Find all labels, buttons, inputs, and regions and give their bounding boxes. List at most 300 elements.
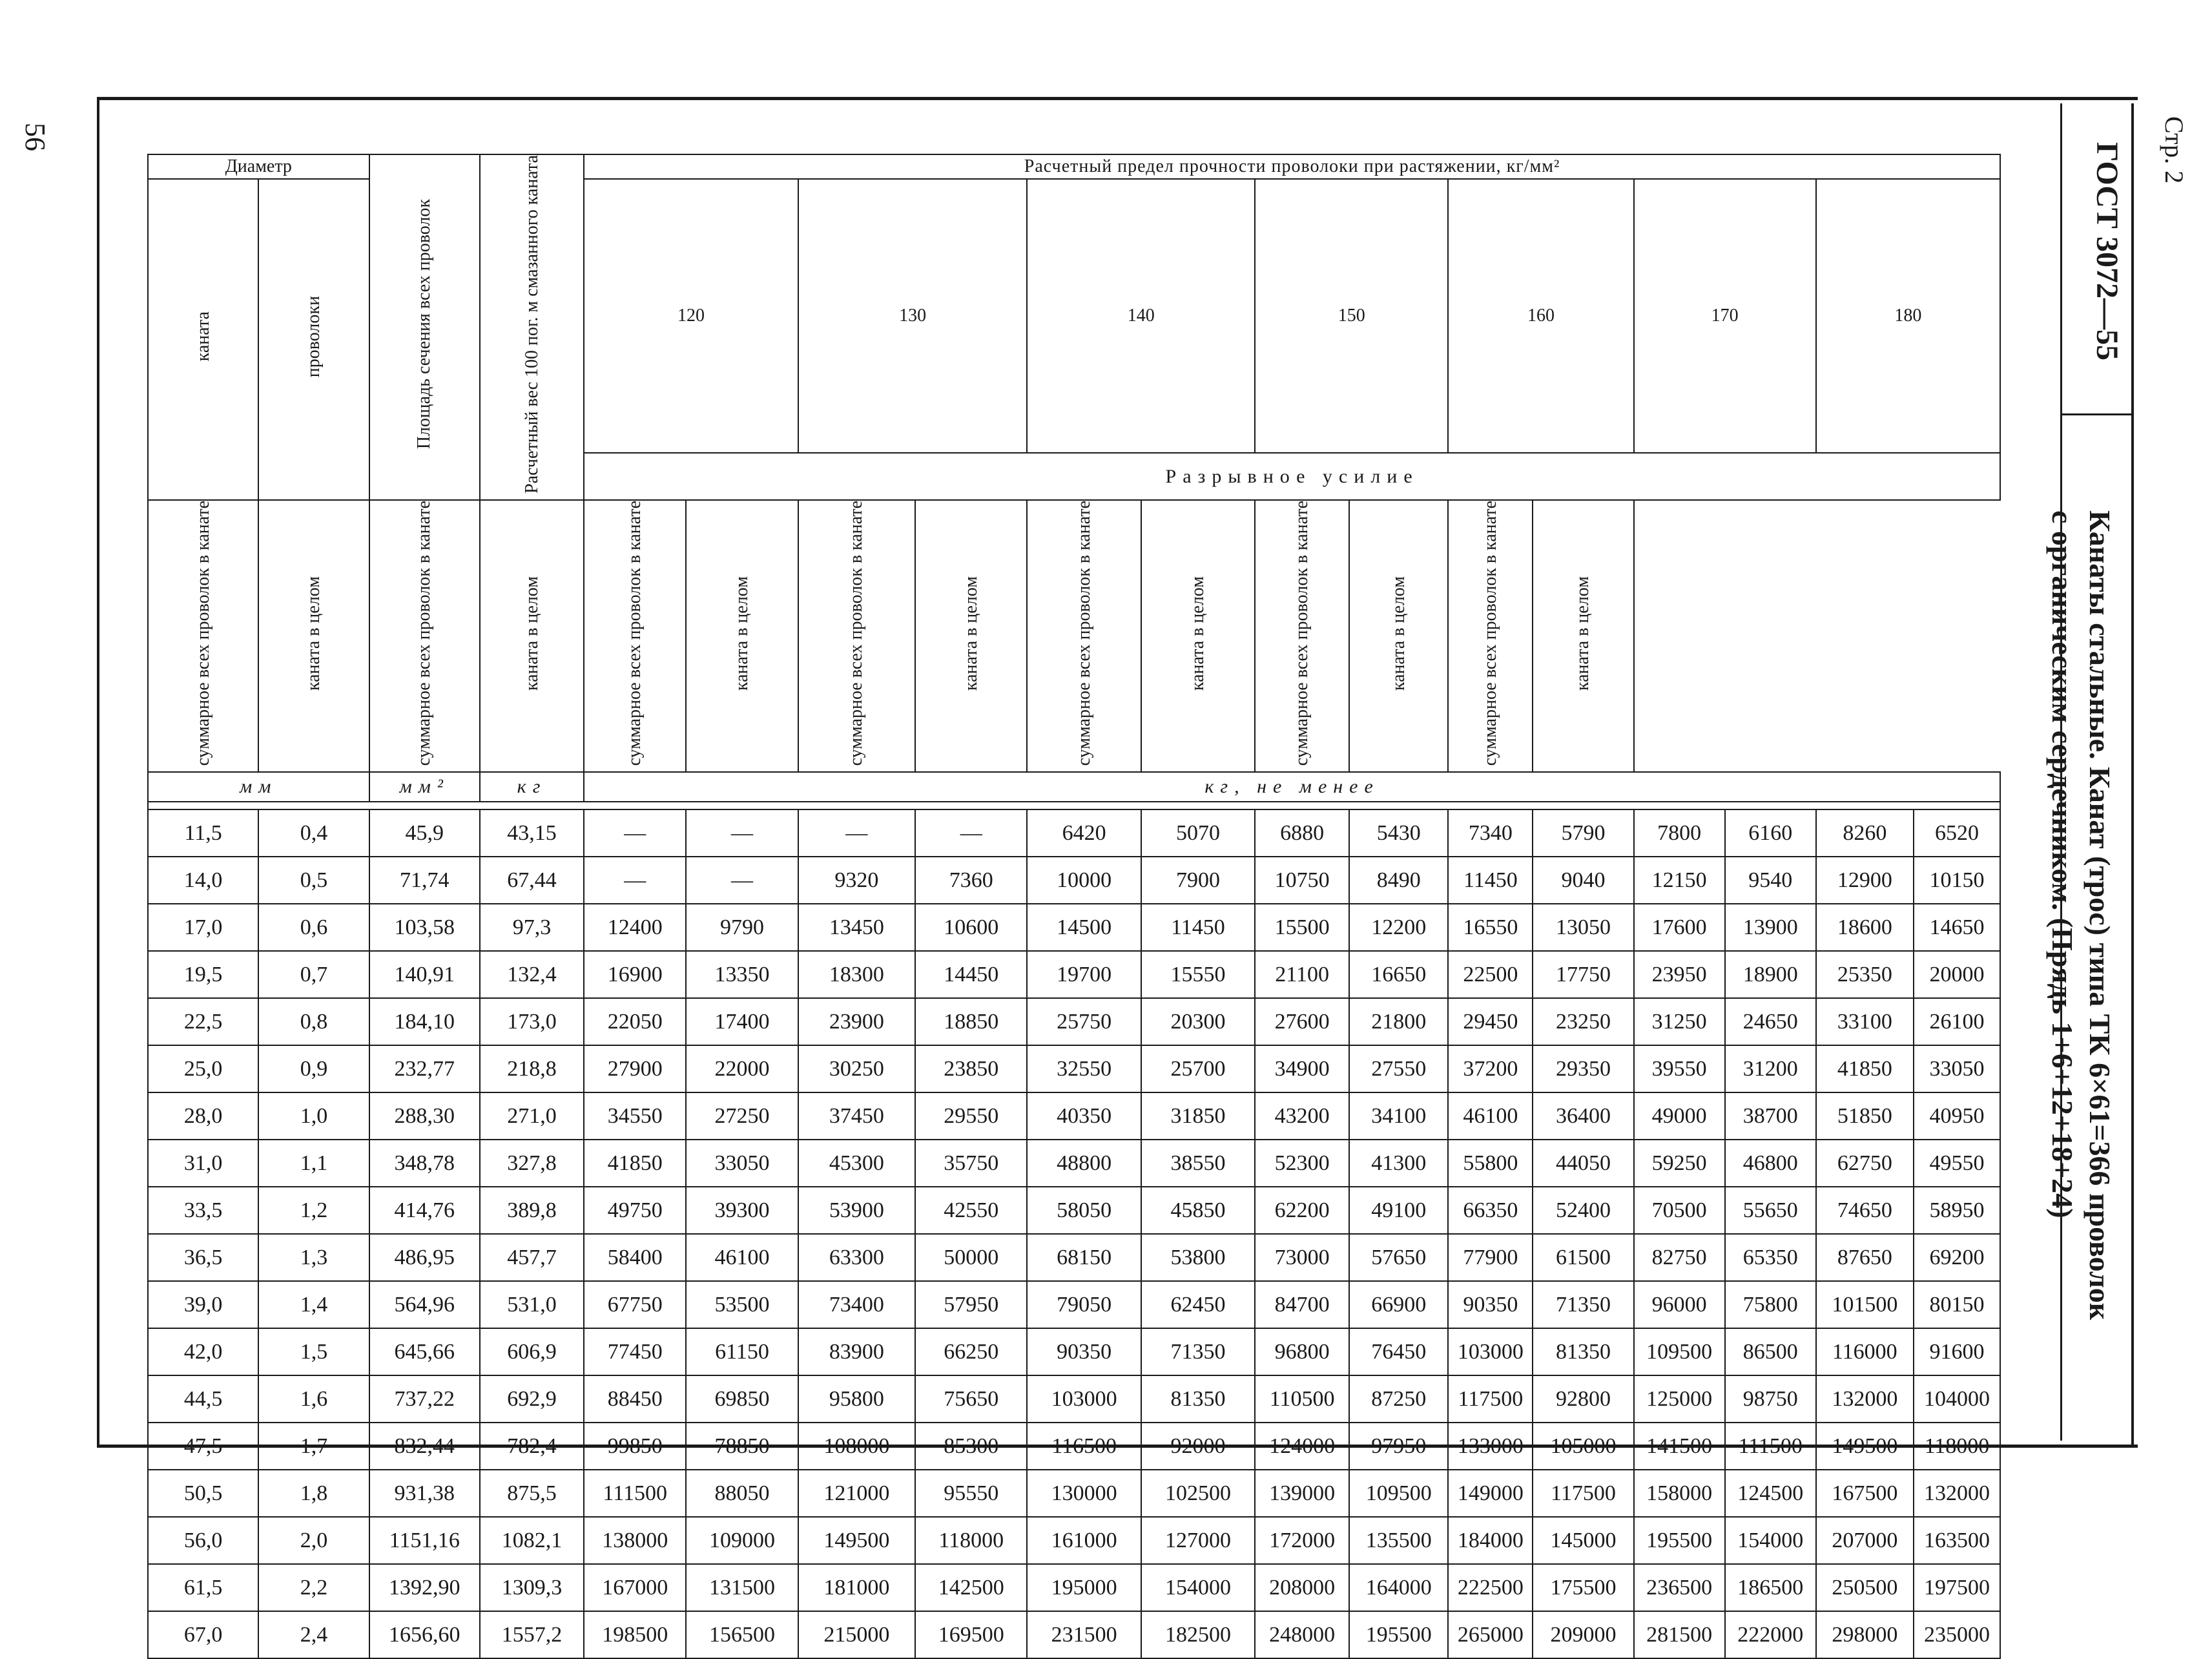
table-cell: 127000 bbox=[1141, 1517, 1255, 1564]
table-cell: 61,5 bbox=[148, 1564, 258, 1611]
table-cell: 175500 bbox=[1533, 1564, 1633, 1611]
table-cell: 124500 bbox=[1725, 1470, 1816, 1517]
header-sum-wires-text: суммарное всех проволок в канате bbox=[625, 500, 645, 766]
table-cell: 931,38 bbox=[369, 1470, 480, 1517]
table-cell: 23950 bbox=[1634, 951, 1725, 998]
table-cell: 18850 bbox=[915, 998, 1027, 1045]
table-cell: 16550 bbox=[1448, 904, 1533, 951]
table-cell: 66250 bbox=[915, 1328, 1027, 1375]
header-sum-wires bbox=[1448, 500, 1533, 772]
table-cell: 195000 bbox=[1027, 1564, 1141, 1611]
table-cell: 17600 bbox=[1634, 904, 1725, 951]
header-breaking-force: Разрывное усилие bbox=[584, 453, 2000, 500]
table-cell: 41850 bbox=[1816, 1045, 1914, 1092]
table-cell: 11450 bbox=[1141, 904, 1255, 951]
header-rope-whole-text: каната в целом bbox=[1187, 576, 1208, 691]
table-cell: 101500 bbox=[1816, 1281, 1914, 1328]
table-cell: 692,9 bbox=[480, 1375, 584, 1423]
header-rope-whole bbox=[686, 500, 798, 772]
table-cell: 167000 bbox=[584, 1564, 686, 1611]
table-cell: 14450 bbox=[915, 951, 1027, 998]
table-cell: 9790 bbox=[686, 904, 798, 951]
table-cell: 181000 bbox=[798, 1564, 915, 1611]
table-cell: — bbox=[798, 809, 915, 857]
table-cell: 45850 bbox=[1141, 1187, 1255, 1234]
table-cell: 71350 bbox=[1533, 1281, 1633, 1328]
table-cell: 75800 bbox=[1725, 1281, 1816, 1328]
table-cell: 0,8 bbox=[258, 998, 369, 1045]
table-cell: 90350 bbox=[1448, 1281, 1533, 1328]
table-cell: 142500 bbox=[915, 1564, 1027, 1611]
table-cell: 167500 bbox=[1816, 1470, 1914, 1517]
table-cell: 37450 bbox=[798, 1092, 915, 1140]
header-strength-value: 150 bbox=[1255, 179, 1448, 453]
header-sum-wires bbox=[798, 500, 915, 772]
table-cell: 782,4 bbox=[480, 1423, 584, 1470]
table-row bbox=[148, 809, 2000, 857]
table-cell: 38550 bbox=[1141, 1140, 1255, 1187]
table-cell: 121000 bbox=[798, 1470, 915, 1517]
table-cell: 41850 bbox=[584, 1140, 686, 1187]
table-cell: 49550 bbox=[1914, 1140, 2000, 1187]
table-cell: 103000 bbox=[1448, 1328, 1533, 1375]
table-cell: 832,44 bbox=[369, 1423, 480, 1470]
table-cell: 55800 bbox=[1448, 1140, 1533, 1187]
table-cell: 57650 bbox=[1349, 1234, 1448, 1281]
table-cell: 103000 bbox=[1027, 1375, 1141, 1423]
table-cell: 737,22 bbox=[369, 1375, 480, 1423]
page-number: 56 bbox=[19, 123, 51, 151]
table-cell: 96800 bbox=[1255, 1328, 1349, 1375]
frame-top-rule bbox=[97, 97, 2138, 100]
table-cell: 31200 bbox=[1725, 1045, 1816, 1092]
table-cell: 8260 bbox=[1816, 809, 1914, 857]
table-cell: 231500 bbox=[1027, 1611, 1141, 1658]
table-cell: 16650 bbox=[1349, 951, 1448, 998]
table-cell: 11450 bbox=[1448, 857, 1533, 904]
table-cell: 39,0 bbox=[148, 1281, 258, 1328]
table-cell: 95550 bbox=[915, 1470, 1027, 1517]
table-row bbox=[148, 904, 2000, 951]
table-cell: 25750 bbox=[1027, 998, 1141, 1045]
table-cell: 2,4 bbox=[258, 1611, 369, 1658]
table-cell: 77450 bbox=[584, 1328, 686, 1375]
table-cell: 124000 bbox=[1255, 1423, 1349, 1470]
table-cell: 55650 bbox=[1725, 1187, 1816, 1234]
side-title-divider bbox=[2060, 413, 2131, 415]
table-cell: 29550 bbox=[915, 1092, 1027, 1140]
table-cell: 169500 bbox=[915, 1611, 1027, 1658]
header-diameter: Диаметр bbox=[148, 154, 369, 179]
table-cell: 82750 bbox=[1634, 1234, 1725, 1281]
table-cell: 30250 bbox=[798, 1045, 915, 1092]
header-sum-wires-text: суммарное всех проволок в канате bbox=[192, 500, 213, 766]
table-cell: 14650 bbox=[1914, 904, 2000, 951]
table-cell: 15500 bbox=[1255, 904, 1349, 951]
table-cell: 531,0 bbox=[480, 1281, 584, 1328]
table-cell: 102500 bbox=[1141, 1470, 1255, 1517]
table-cell: 53500 bbox=[686, 1281, 798, 1328]
table-cell: 74650 bbox=[1816, 1187, 1914, 1234]
table-cell: 81350 bbox=[1533, 1328, 1633, 1375]
header-rope-whole bbox=[915, 500, 1027, 772]
table-cell: 31,0 bbox=[148, 1140, 258, 1187]
table-cell: 62200 bbox=[1255, 1187, 1349, 1234]
table-cell: 117500 bbox=[1533, 1470, 1633, 1517]
table-row bbox=[148, 1140, 2000, 1187]
table-cell: 173,0 bbox=[480, 998, 584, 1045]
table-cell: 163500 bbox=[1914, 1517, 2000, 1564]
table-cell: 1,7 bbox=[258, 1423, 369, 1470]
table-cell: 71350 bbox=[1141, 1328, 1255, 1375]
table-cell: 184000 bbox=[1448, 1517, 1533, 1564]
table-cell: 198500 bbox=[584, 1611, 686, 1658]
table-cell: 133000 bbox=[1448, 1423, 1533, 1470]
table-cell: 265000 bbox=[1448, 1611, 1533, 1658]
table-cell: 66900 bbox=[1349, 1281, 1448, 1328]
table-cell: 39550 bbox=[1634, 1045, 1725, 1092]
table-cell: 18300 bbox=[798, 951, 915, 998]
table-cell: 67,44 bbox=[480, 857, 584, 904]
table-cell: 24650 bbox=[1725, 998, 1816, 1045]
header-rope-whole-text: каната в целом bbox=[732, 576, 752, 691]
table-cell: 149000 bbox=[1448, 1470, 1533, 1517]
table-cell: 125000 bbox=[1634, 1375, 1725, 1423]
table-cell: 28,0 bbox=[148, 1092, 258, 1140]
table-cell: 31250 bbox=[1634, 998, 1725, 1045]
table-cell: 236500 bbox=[1634, 1564, 1725, 1611]
table-cell: 53800 bbox=[1141, 1234, 1255, 1281]
table-cell: 23850 bbox=[915, 1045, 1027, 1092]
table-cell: 17,0 bbox=[148, 904, 258, 951]
table-cell: 59250 bbox=[1634, 1140, 1725, 1187]
table-cell: 0,4 bbox=[258, 809, 369, 857]
table-cell: 63300 bbox=[798, 1234, 915, 1281]
table-cell: 57950 bbox=[915, 1281, 1027, 1328]
table-cell: 27550 bbox=[1349, 1045, 1448, 1092]
table-cell: 19700 bbox=[1027, 951, 1141, 998]
table-cell: 43,15 bbox=[480, 809, 584, 857]
table-cell: 17400 bbox=[686, 998, 798, 1045]
gost-code: ГОСТ 3072—55 bbox=[2090, 142, 2124, 360]
table-cell: 45,9 bbox=[369, 809, 480, 857]
header-weight-text: Расчетный вес 100 пог. м смазанного каната bbox=[521, 155, 542, 494]
header-sum-wires bbox=[1255, 500, 1349, 772]
header-area-text: Площадь сечения всех проволок bbox=[414, 199, 435, 450]
table-cell: 17750 bbox=[1533, 951, 1633, 998]
table-cell: 34550 bbox=[584, 1092, 686, 1140]
table-cell: 13900 bbox=[1725, 904, 1816, 951]
table-cell: 29350 bbox=[1533, 1045, 1633, 1092]
header-separator bbox=[148, 802, 2000, 809]
table-cell: 62450 bbox=[1141, 1281, 1255, 1328]
table-cell: 40350 bbox=[1027, 1092, 1141, 1140]
table-cell: 97,3 bbox=[480, 904, 584, 951]
table-cell: 209000 bbox=[1533, 1611, 1633, 1658]
document-title-line: Канаты стальные. Канат (трос) типа ТК 6×61=366 проволок bbox=[2083, 510, 2116, 1320]
header-sum-wires-text: суммарное всех проволок в канате bbox=[846, 500, 867, 766]
header-rope-text: каната bbox=[192, 311, 213, 362]
table-cell: 271,0 bbox=[480, 1092, 584, 1140]
table-cell: 197500 bbox=[1914, 1564, 2000, 1611]
table-cell: 95800 bbox=[798, 1375, 915, 1423]
table-cell: 6160 bbox=[1725, 809, 1816, 857]
table-cell: — bbox=[686, 857, 798, 904]
table-cell: 23900 bbox=[798, 998, 915, 1045]
table-cell: — bbox=[915, 809, 1027, 857]
table-cell: 110500 bbox=[1255, 1375, 1349, 1423]
table-cell: 7900 bbox=[1141, 857, 1255, 904]
table-cell: 138000 bbox=[584, 1517, 686, 1564]
header-area bbox=[369, 154, 480, 500]
table-cell: 118000 bbox=[1914, 1423, 2000, 1470]
table-cell: 20000 bbox=[1914, 951, 2000, 998]
table-cell: 61150 bbox=[686, 1328, 798, 1375]
header-rope bbox=[148, 179, 258, 500]
unit-mm: мм bbox=[148, 772, 369, 802]
table-cell: 118000 bbox=[915, 1517, 1027, 1564]
table-cell: 140,91 bbox=[369, 951, 480, 998]
table-cell: 7360 bbox=[915, 857, 1027, 904]
table-cell: 2,2 bbox=[258, 1564, 369, 1611]
header-strength-value: 170 bbox=[1634, 179, 1816, 453]
table-row bbox=[148, 1092, 2000, 1140]
table-cell: 457,7 bbox=[480, 1234, 584, 1281]
table-cell: 10150 bbox=[1914, 857, 2000, 904]
header-strength-value: 130 bbox=[798, 179, 1028, 453]
table-cell: 9040 bbox=[1533, 857, 1633, 904]
table-cell: 298000 bbox=[1816, 1611, 1914, 1658]
table-cell: 875,5 bbox=[480, 1470, 584, 1517]
table-cell: 250500 bbox=[1816, 1564, 1914, 1611]
table-cell: 1151,16 bbox=[369, 1517, 480, 1564]
table-cell: 36400 bbox=[1533, 1092, 1633, 1140]
table-cell: 13350 bbox=[686, 951, 798, 998]
table-cell: 9320 bbox=[798, 857, 915, 904]
table-cell: 195500 bbox=[1349, 1611, 1448, 1658]
table-cell: 1557,2 bbox=[480, 1611, 584, 1658]
table-cell: 78850 bbox=[686, 1423, 798, 1470]
table-cell: 35750 bbox=[915, 1140, 1027, 1187]
table-cell: 13050 bbox=[1533, 904, 1633, 951]
table-cell: 37200 bbox=[1448, 1045, 1533, 1092]
table-cell: 21100 bbox=[1255, 951, 1349, 998]
table-cell: 18600 bbox=[1816, 904, 1914, 951]
table-cell: 232,77 bbox=[369, 1045, 480, 1092]
table-cell: 14500 bbox=[1027, 904, 1141, 951]
unit-kg: кг bbox=[480, 772, 584, 802]
table-cell: 77900 bbox=[1448, 1234, 1533, 1281]
table-cell: 149500 bbox=[1816, 1423, 1914, 1470]
header-strength-value: 140 bbox=[1027, 179, 1255, 453]
table-cell: 1656,60 bbox=[369, 1611, 480, 1658]
header-sum-wires bbox=[148, 500, 258, 772]
table-cell: 80150 bbox=[1914, 1281, 2000, 1328]
table-cell: 96000 bbox=[1634, 1281, 1725, 1328]
table-cell: 156500 bbox=[686, 1611, 798, 1658]
table-cell: 164000 bbox=[1349, 1564, 1448, 1611]
table-cell: 10600 bbox=[915, 904, 1027, 951]
table-cell: 41300 bbox=[1349, 1140, 1448, 1187]
table-cell: 0,9 bbox=[258, 1045, 369, 1092]
table-cell: 69200 bbox=[1914, 1234, 2000, 1281]
table-cell: 248000 bbox=[1255, 1611, 1349, 1658]
header-strength-value: 120 bbox=[584, 179, 798, 453]
table-cell: 218,8 bbox=[480, 1045, 584, 1092]
table-cell: 85300 bbox=[915, 1423, 1027, 1470]
table-cell: 0,6 bbox=[258, 904, 369, 951]
table-row bbox=[148, 1423, 2000, 1470]
table-cell: 132000 bbox=[1914, 1470, 2000, 1517]
header-sum-wires bbox=[369, 500, 480, 772]
table-cell: 109000 bbox=[686, 1517, 798, 1564]
table-cell: 208000 bbox=[1255, 1564, 1349, 1611]
header-rope-whole-text: каната в целом bbox=[1573, 576, 1593, 691]
table-cell: 58400 bbox=[584, 1234, 686, 1281]
header-sum-wires-text: суммарное всех проволок в канате bbox=[1480, 500, 1500, 766]
header-rope-whole-text: каната в целом bbox=[1388, 576, 1409, 691]
table-cell: 327,8 bbox=[480, 1140, 584, 1187]
unit-mm2: мм² bbox=[369, 772, 480, 802]
table-cell: 1,2 bbox=[258, 1187, 369, 1234]
table-cell: 46800 bbox=[1725, 1140, 1816, 1187]
header-strength-value: 160 bbox=[1448, 179, 1633, 453]
table-row bbox=[148, 1234, 2000, 1281]
table-cell: 33,5 bbox=[148, 1187, 258, 1234]
table-cell: 50,5 bbox=[148, 1470, 258, 1517]
table-cell: 6520 bbox=[1914, 809, 2000, 857]
table-cell: 50000 bbox=[915, 1234, 1027, 1281]
table-cell: 40950 bbox=[1914, 1092, 2000, 1140]
table-cell: 161000 bbox=[1027, 1517, 1141, 1564]
table-cell: 52400 bbox=[1533, 1187, 1633, 1234]
table-cell: 47,5 bbox=[148, 1423, 258, 1470]
table-cell: 19,5 bbox=[148, 951, 258, 998]
header-sum-wires-text: суммарное всех проволок в канате bbox=[1073, 500, 1094, 766]
table-cell: 154000 bbox=[1725, 1517, 1816, 1564]
table-cell: 88050 bbox=[686, 1470, 798, 1517]
table-cell: 27900 bbox=[584, 1045, 686, 1092]
table-cell: 66350 bbox=[1448, 1187, 1533, 1234]
table-cell: 135500 bbox=[1349, 1517, 1448, 1564]
table-cell: 52300 bbox=[1255, 1140, 1349, 1187]
table-cell: 141500 bbox=[1634, 1423, 1725, 1470]
table-cell: 98750 bbox=[1725, 1375, 1816, 1423]
header-wire-text: проволоки bbox=[303, 295, 324, 378]
table-cell: 149500 bbox=[798, 1517, 915, 1564]
table-cell: 49100 bbox=[1349, 1187, 1448, 1234]
table-cell: 70500 bbox=[1634, 1187, 1725, 1234]
table-cell: 84700 bbox=[1255, 1281, 1349, 1328]
table-cell: 49000 bbox=[1634, 1092, 1725, 1140]
table-cell: 69850 bbox=[686, 1375, 798, 1423]
table-cell: 45300 bbox=[798, 1140, 915, 1187]
table-cell: 31850 bbox=[1141, 1092, 1255, 1140]
table-cell: 1,4 bbox=[258, 1281, 369, 1328]
table-cell: 172000 bbox=[1255, 1517, 1349, 1564]
table-cell: 111500 bbox=[1725, 1423, 1816, 1470]
table-cell: 158000 bbox=[1634, 1470, 1725, 1517]
table-cell: 42,0 bbox=[148, 1328, 258, 1375]
table-cell: — bbox=[584, 857, 686, 904]
table-cell: 109500 bbox=[1634, 1328, 1725, 1375]
table-row bbox=[148, 1564, 2000, 1611]
table-cell: 606,9 bbox=[480, 1328, 584, 1375]
table-cell: 25350 bbox=[1816, 951, 1914, 998]
table-cell: 6420 bbox=[1027, 809, 1141, 857]
table-cell: 22050 bbox=[584, 998, 686, 1045]
table-cell: 1,3 bbox=[258, 1234, 369, 1281]
table-cell: 145000 bbox=[1533, 1517, 1633, 1564]
table-cell: 34900 bbox=[1255, 1045, 1349, 1092]
table-cell: 184,10 bbox=[369, 998, 480, 1045]
table-cell: 39300 bbox=[686, 1187, 798, 1234]
table-cell: 73000 bbox=[1255, 1234, 1349, 1281]
table-row bbox=[148, 1045, 2000, 1092]
header-rope-whole-text: каната в целом bbox=[303, 576, 324, 691]
table-cell: 10750 bbox=[1255, 857, 1349, 904]
table-cell: 132000 bbox=[1816, 1375, 1914, 1423]
header-sum-wires bbox=[584, 500, 686, 772]
table-cell: 76450 bbox=[1349, 1328, 1448, 1375]
table-cell: 67,0 bbox=[148, 1611, 258, 1658]
table-cell: 12150 bbox=[1634, 857, 1725, 904]
table-cell: 1,1 bbox=[258, 1140, 369, 1187]
table-cell: 56,0 bbox=[148, 1517, 258, 1564]
table-cell: 87650 bbox=[1816, 1234, 1914, 1281]
table-cell: 75650 bbox=[915, 1375, 1027, 1423]
table-cell: 7340 bbox=[1448, 809, 1533, 857]
table-cell: 195500 bbox=[1634, 1517, 1725, 1564]
table-cell: 33050 bbox=[686, 1140, 798, 1187]
table-cell: — bbox=[686, 809, 798, 857]
table-cell: 25700 bbox=[1141, 1045, 1255, 1092]
table-cell: 5430 bbox=[1349, 809, 1448, 857]
table-cell: 97950 bbox=[1349, 1423, 1448, 1470]
table-cell: 87250 bbox=[1349, 1375, 1448, 1423]
table-cell: 20300 bbox=[1141, 998, 1255, 1045]
table-cell: 53900 bbox=[798, 1187, 915, 1234]
table-cell: 25,0 bbox=[148, 1045, 258, 1092]
table-cell: 36,5 bbox=[148, 1234, 258, 1281]
table-cell: 7800 bbox=[1634, 809, 1725, 857]
table-cell: 16900 bbox=[584, 951, 686, 998]
table-cell: 58950 bbox=[1914, 1187, 2000, 1234]
table-cell: 109500 bbox=[1349, 1470, 1448, 1517]
rope-specification-table bbox=[147, 154, 2001, 1659]
table-cell: 43200 bbox=[1255, 1092, 1349, 1140]
header-rope-whole bbox=[1349, 500, 1448, 772]
table-cell: 108000 bbox=[798, 1423, 915, 1470]
table-cell: 29450 bbox=[1448, 998, 1533, 1045]
header-strength-value: 180 bbox=[1816, 179, 2000, 453]
table-cell: 61500 bbox=[1533, 1234, 1633, 1281]
table-cell: 131500 bbox=[686, 1564, 798, 1611]
table-cell: 67750 bbox=[584, 1281, 686, 1328]
table-cell: 48800 bbox=[1027, 1140, 1141, 1187]
table-row bbox=[148, 857, 2000, 904]
table-cell: 564,96 bbox=[369, 1281, 480, 1328]
table-cell: 71,74 bbox=[369, 857, 480, 904]
table-cell: 1,0 bbox=[258, 1092, 369, 1140]
table-cell: 2,0 bbox=[258, 1517, 369, 1564]
table-cell: 12400 bbox=[584, 904, 686, 951]
table-cell: 18900 bbox=[1725, 951, 1816, 998]
table-cell: 222000 bbox=[1725, 1611, 1816, 1658]
table-cell: 26100 bbox=[1914, 998, 2000, 1045]
table-cell: 34100 bbox=[1349, 1092, 1448, 1140]
table-cell: 235000 bbox=[1914, 1611, 2000, 1658]
